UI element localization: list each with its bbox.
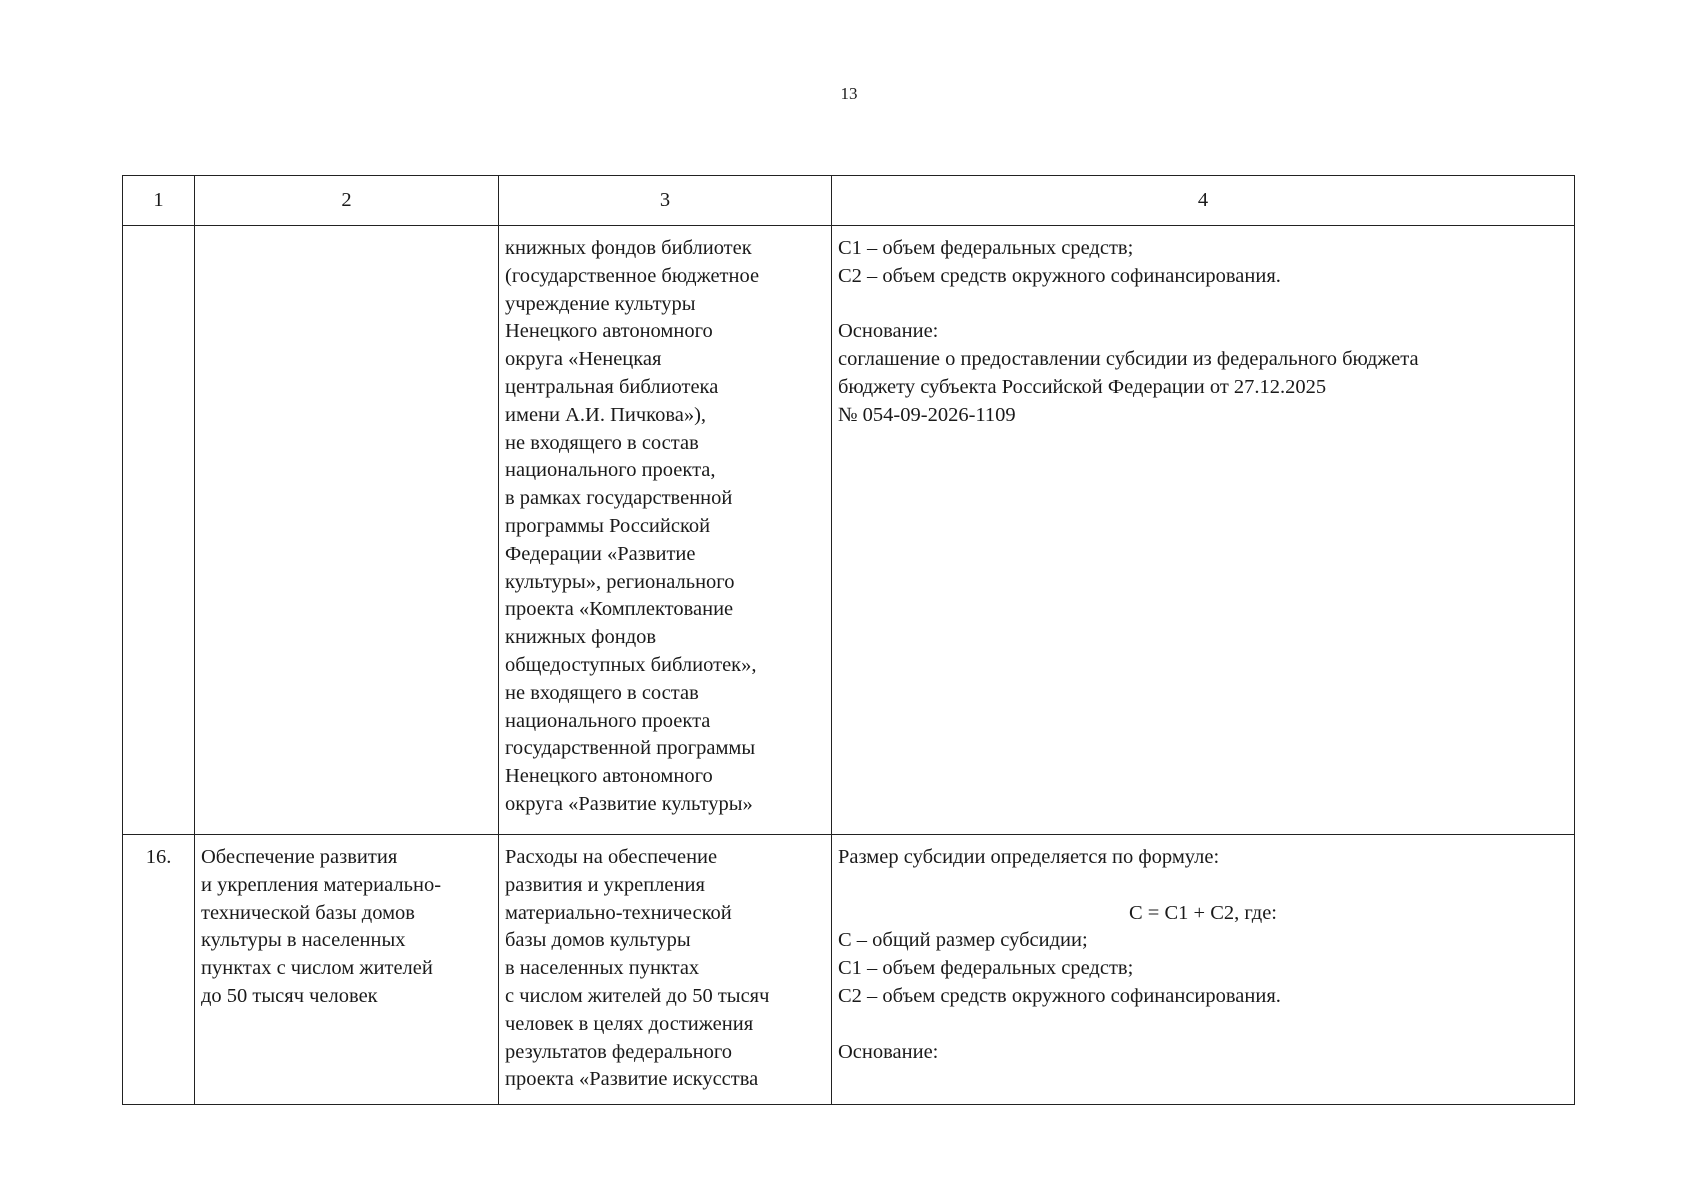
header-col-1: 1 [123, 176, 195, 226]
cell-text-line: соглашение о предоставлении субсидии из федерального бюджета [838, 348, 1419, 371]
cell-text-line: С = С1 + С2, где: [1128, 901, 1277, 924]
cell-text-line: и укрепления материально- [201, 873, 442, 896]
cell-text-line: развития и укрепления [505, 873, 705, 896]
cell-text-line: С2 – объем средств окружного софинансирования. [838, 264, 1281, 287]
cell-text-line: Ненецкого автономного [505, 320, 713, 343]
cell-text-line: Обеспечение развития [201, 846, 398, 868]
cell-text-line: Основание: [838, 1040, 939, 1063]
cell-text-line: государственной программы [505, 737, 756, 760]
row-name-cell [195, 835, 499, 1105]
cell-text-line: проекта «Комплектование [505, 598, 734, 621]
cell-text-line: Ненецкого автономного [505, 765, 713, 788]
cell-text-line: национального проекта [505, 709, 711, 732]
cell-text-line: культуры в населенных [201, 929, 406, 952]
cell-text-line: не входящего в состав [505, 431, 699, 454]
cell-text-line: учреждение культуры [505, 292, 696, 315]
cell-text-line: технической базы домов [201, 901, 415, 924]
row-description-cell [499, 226, 832, 835]
row-number-cell [123, 226, 195, 835]
row-number-cell: 16. [123, 835, 195, 1105]
cell-text-line: культуры», регионального [505, 570, 735, 593]
cell-text-line: Размер субсидии определяется по формуле: [838, 846, 1220, 868]
page-number: 13 [840, 84, 858, 103]
cell-text-line: округа «Развитие культуры» [505, 792, 753, 815]
header-col-2: 2 [195, 176, 499, 226]
cell-text-line: общедоступных библиотек», [505, 653, 757, 676]
cell-text-line: С1 – объем федеральных средств; [838, 237, 1134, 259]
cell-text-line: в рамках государственной [505, 487, 733, 510]
cell-text-line [838, 291, 1568, 319]
table-row [123, 835, 1575, 1105]
cell-text-line: в населенных пунктах [505, 957, 700, 980]
cell-text-line: человек в целях достижения [505, 1012, 754, 1035]
row-method-cell [832, 226, 1575, 835]
cell-text-line: имени А.И. Пичкова»), [505, 403, 707, 426]
cell-text-line: № 054-09-2026-1109 [838, 403, 1016, 426]
cell-text-line: книжных фондов библиотек [505, 237, 752, 259]
cell-text-line: с числом жителей до 50 тысяч [505, 984, 770, 1007]
cell-text-line: до 50 тысяч человек [201, 984, 378, 1007]
cell-text-line: пунктах с числом жителей [201, 957, 433, 980]
cell-text-line: С – общий размер субсидии; [838, 929, 1088, 952]
cell-text-line: книжных фондов [505, 626, 657, 649]
cell-text-line: Расходы на обеспечение [505, 846, 718, 868]
cell-text-line: центральная библиотека [505, 375, 719, 398]
header-col-4: 4 [832, 176, 1575, 226]
cell-text-line: национального проекта, [505, 459, 716, 482]
cell-text-line: результатов федерального [505, 1040, 733, 1063]
cell-text-line: Федерации «Развитие [505, 542, 696, 565]
row-name-cell [195, 226, 499, 835]
row-description-cell [499, 835, 832, 1105]
header-col-3: 3 [499, 176, 832, 226]
cell-text-line: программы Российской [505, 514, 711, 537]
table-header-row [123, 176, 1575, 226]
cell-text-line: С1 – объем федеральных средств; [838, 957, 1134, 980]
cell-text-line: материально-технической [505, 901, 732, 924]
cell-text-line [838, 872, 1568, 900]
row-method-cell [832, 835, 1575, 1105]
cell-text-line: проекта «Развитие искусства [505, 1068, 759, 1091]
cell-text-line: бюджету субъекта Российской Федерации от 27.12.2025 [838, 375, 1327, 398]
cell-text-line: округа «Ненецкая [505, 348, 662, 371]
cell-text-line [838, 1011, 1568, 1039]
cell-text-line: (государственное бюджетное [505, 264, 760, 287]
cell-text-line: С2 – объем средств окружного софинансирования. [838, 984, 1281, 1007]
cell-text-line: не входящего в состав [505, 681, 699, 704]
cell-text-line: Основание: [838, 320, 939, 343]
subsidy-table [122, 175, 1575, 1105]
cell-text-line: базы домов культуры [505, 929, 691, 952]
table-row [123, 226, 1575, 835]
